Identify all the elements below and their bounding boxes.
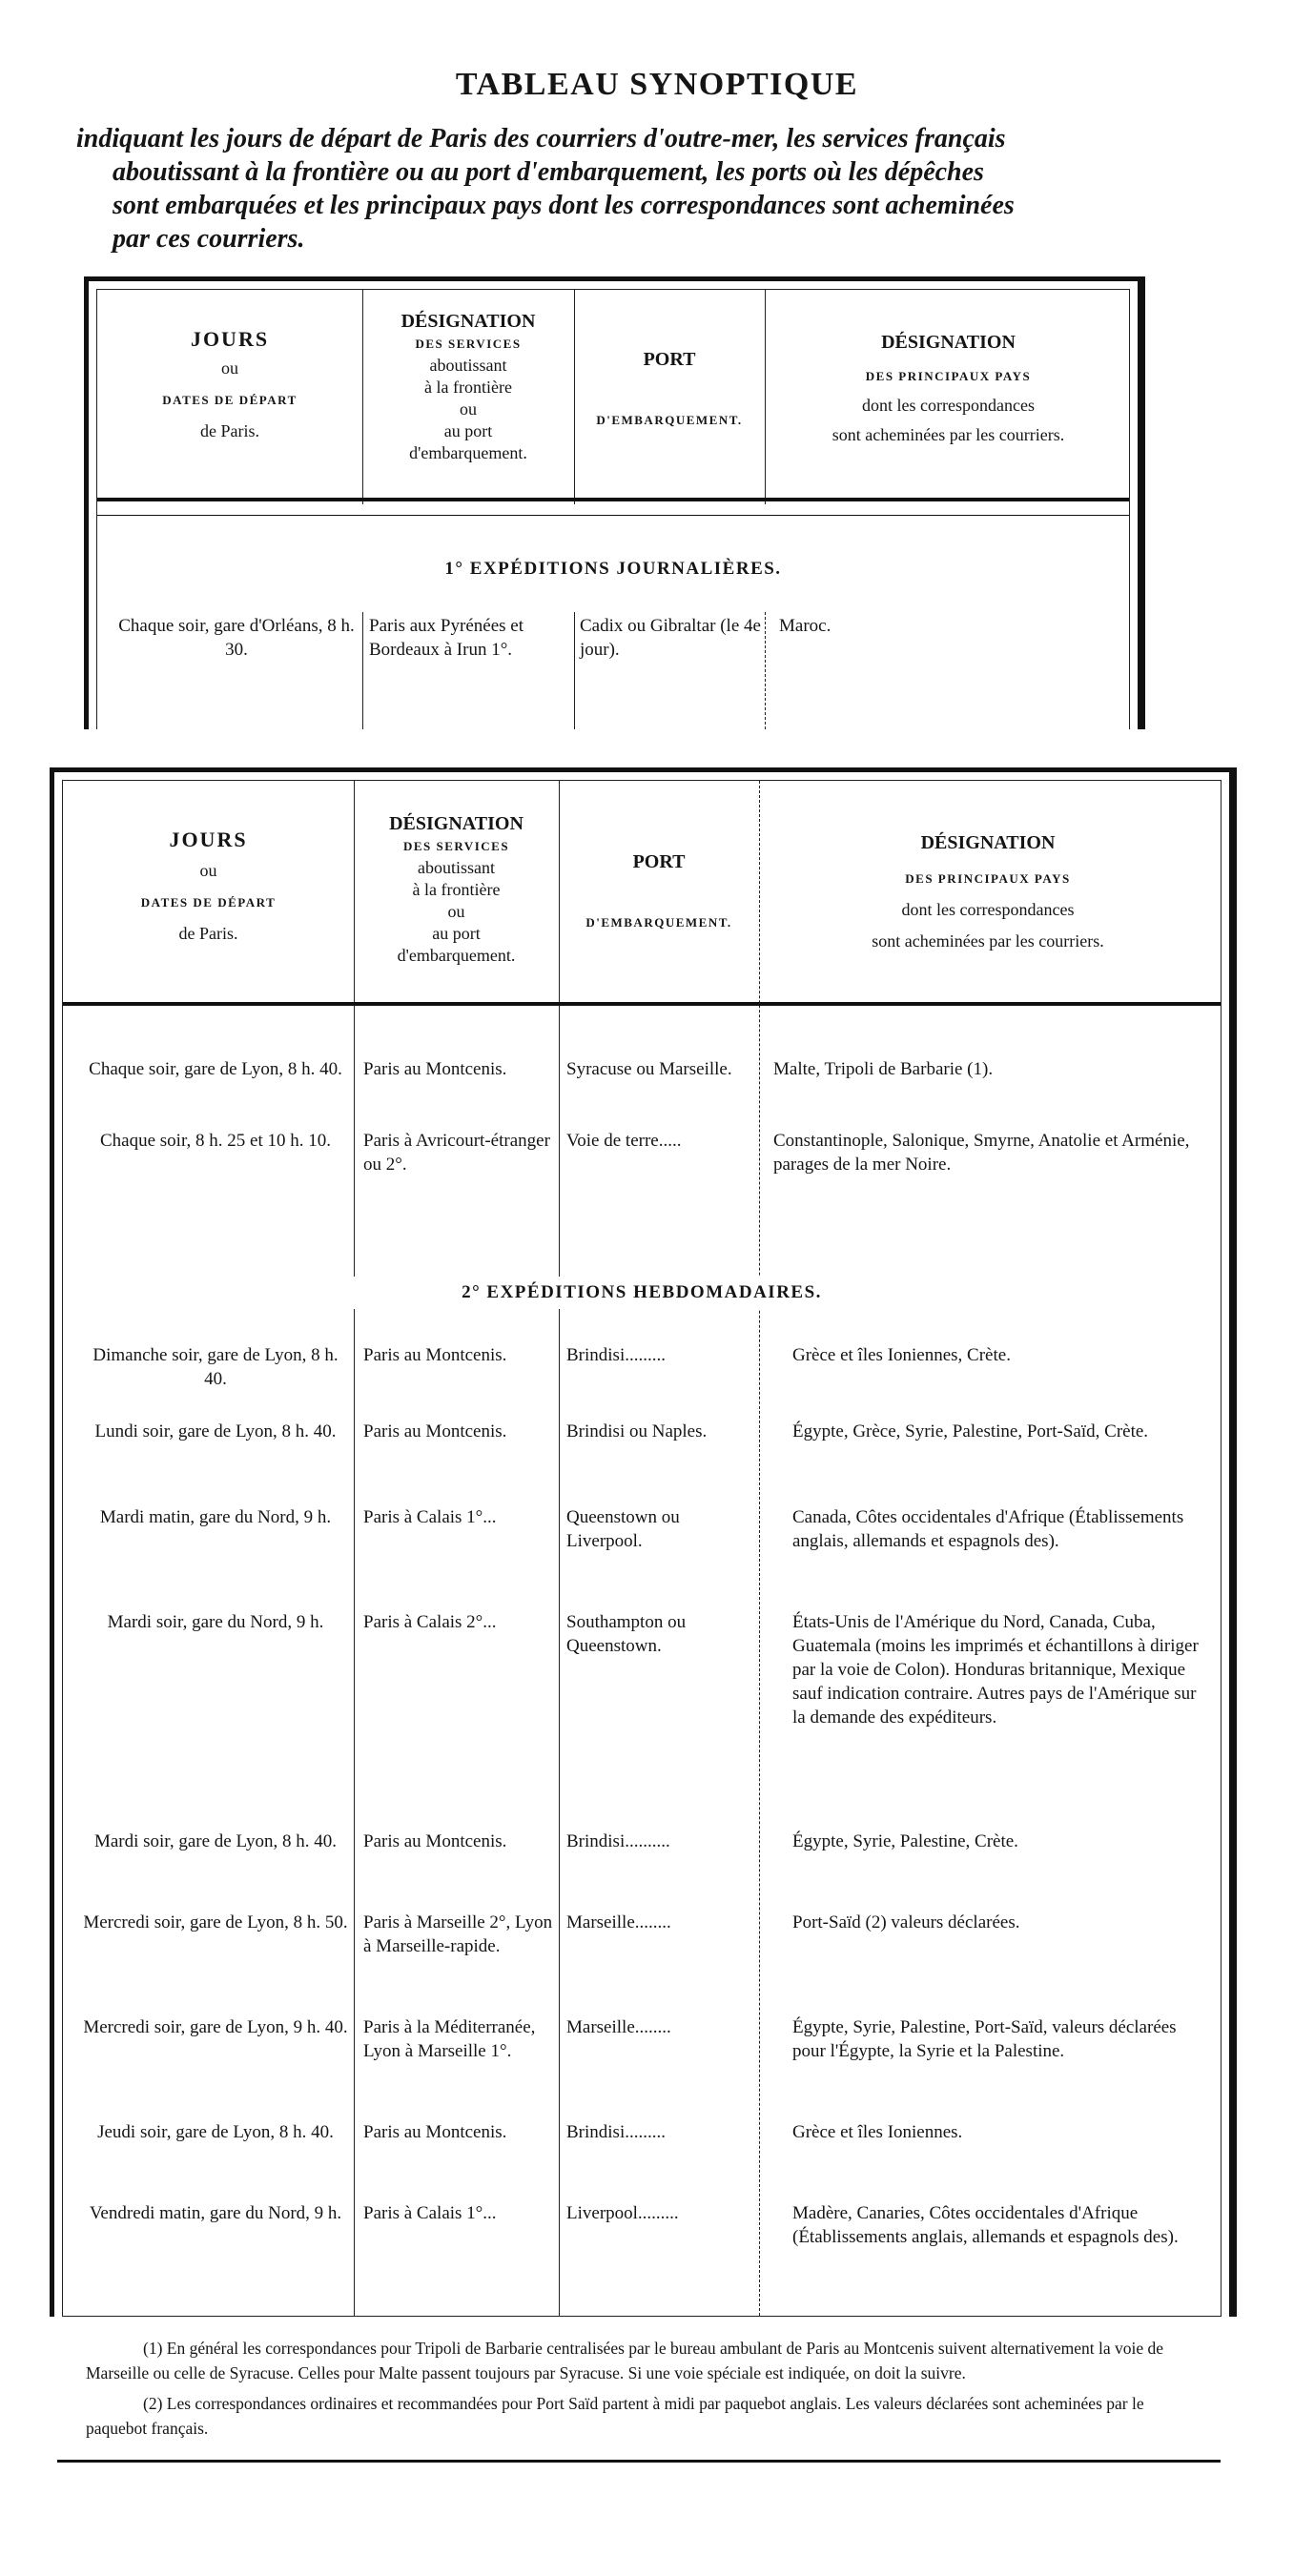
cell-services: Paris à Avricourt-étranger ou 2°. (363, 1131, 550, 1175)
cell-jours: Chaque soir, gare de Lyon, 8 h. 40. (89, 1059, 342, 1079)
header-jours: JOURS ou DATES DE DÉPART de Paris. (140, 828, 277, 943)
cell-jours: Chaque soir, gare d'Orléans, 8 h. 30. (118, 616, 355, 660)
cell-services: Paris au Montcenis. (363, 1421, 507, 1441)
cell-services: Paris à Marseille 2°, Lyon à Marseille-rapide. (363, 1912, 553, 1956)
cell-pays: Madère, Canaries, Côtes occidentales d'Afrique (Établissements anglais, allemands et espagnols des). (792, 2203, 1179, 2247)
cell-jours: Dimanche soir, gare de Lyon, 8 h. 40. (92, 1345, 339, 1389)
cell-services: Paris à la Méditerranée, Lyon à Marseille 1°. (363, 2017, 536, 2061)
footnote: (1) En général les correspondances pour Tripoli de Barbarie centralisées par le bureau ambulant de Paris au Montcenis suivent alternativement la voie de Marseille ou celle de Syracuse. Celles pour Malte passent toujours par Syracuse. Si une voie spéciale est indiquée, on doit la suivre. (86, 2339, 1164, 2382)
cell-port: Cadix ou Gibraltar (le 4e jour). (580, 616, 761, 660)
table-1 (84, 276, 1142, 729)
cell-jours: Chaque soir, 8 h. 25 et 10 h. 10. (100, 1131, 331, 1151)
subtitle (76, 122, 1154, 256)
cell-pays: Maroc. (779, 616, 832, 636)
cell-port: Voie de terre..... (566, 1131, 682, 1151)
cell-services: Paris à Calais 1°... (363, 2203, 497, 2223)
cell-port: Brindisi ou Naples. (566, 1421, 708, 1441)
cell-port: Brindisi......... (566, 1345, 666, 1365)
table-1-frame (96, 289, 1130, 729)
cell-port: Liverpool......... (566, 2203, 679, 2223)
bottom-rule (57, 2460, 1221, 2463)
cell-services: Paris à Calais 1°... (363, 1507, 497, 1527)
cell-pays: Égypte, Syrie, Palestine, Crète. (792, 1831, 1018, 1851)
cell-pays: Constantinople, Salonique, Smyrne, Anatolie et Arménie, parages de la mer Noire. (773, 1131, 1190, 1175)
cell-port: Brindisi.......... (566, 1831, 670, 1851)
subtitle-line: indiquant les jours de départ de Paris des courriers d'outre-mer, les services français (76, 124, 1006, 153)
table-2-frame (62, 780, 1222, 2317)
cell-services: Paris au Montcenis. (363, 1345, 507, 1365)
cell-jours: Lundi soir, gare de Lyon, 8 h. 40. (94, 1421, 337, 1441)
cell-services: Paris au Montcenis. (363, 1831, 507, 1851)
cell-port: Southampton ou Queenstown. (566, 1612, 687, 1656)
cell-pays: Grèce et îles Ioniennes. (792, 2122, 963, 2142)
cell-jours: Mercredi soir, gare de Lyon, 9 h. 40. (83, 2017, 348, 2037)
cell-pays: Égypte, Grèce, Syrie, Palestine, Port-Saïd, Crète. (792, 1421, 1149, 1441)
header-jours: JOURS ou DATES DE DÉPART de Paris. (162, 327, 298, 440)
header-services: DÉSIGNATION DES SERVICES aboutissant à la frontière ou au port d'embarquement. (389, 813, 524, 965)
subtitle-line: aboutissant à la frontière ou au port d'embarquement, les ports où les dépêches (113, 157, 984, 187)
cell-port: Syracuse ou Marseille. (566, 1059, 732, 1079)
cell-port: Queenstown ou Liverpool. (566, 1507, 680, 1551)
header-port: PORT D'EMBARQUEMENT. (596, 349, 743, 427)
cell-pays: Canada, Côtes occidentales d'Afrique (Établissements anglais, allemands et espagnols des). (792, 1507, 1184, 1551)
page-title: TABLEAU SYNOPTIQUE (455, 67, 859, 102)
subtitle-line: par ces courriers. (113, 224, 305, 254)
cell-port: Marseille........ (566, 2017, 671, 2037)
header-services: DÉSIGNATION DES SERVICES aboutissant à la frontière ou au port d'embarquement. (400, 311, 536, 462)
header-pays: DÉSIGNATION DES PRINCIPAUX PAYS dont les correspondances sont acheminées par les courriers. (832, 332, 1065, 444)
section-heading: 1° EXPÉDITIONS JOURNALIÈRES. (444, 559, 782, 579)
cell-jours: Jeudi soir, gare de Lyon, 8 h. 40. (97, 2122, 334, 2142)
cell-services: Paris aux Pyrénées et Bordeaux à Irun 1°. (369, 616, 524, 660)
cell-pays: Grèce et îles Ioniennes, Crète. (792, 1345, 1011, 1365)
cell-port: Brindisi......... (566, 2122, 666, 2142)
cell-services: Paris au Montcenis. (363, 1059, 507, 1079)
cell-services: Paris au Montcenis. (363, 2122, 507, 2142)
cell-jours: Mardi soir, gare de Lyon, 8 h. 40. (93, 1831, 338, 1851)
cell-jours: Mercredi soir, gare de Lyon, 8 h. 50. (83, 1912, 348, 1932)
cell-jours: Mardi soir, gare du Nord, 9 h. (107, 1612, 324, 1632)
section-heading: 2° EXPÉDITIONS HEBDOMADAIRES. (63, 1277, 1221, 1309)
footnote: (2) Les correspondances ordinaires et recommandées pour Port Saïd partent à midi par paquebot anglais. Les valeurs déclarées sont acheminées par le paquebot français. (86, 2394, 1144, 2438)
cell-jours: Mardi matin, gare du Nord, 9 h. (99, 1507, 332, 1527)
cell-pays: Port-Saïd (2) valeurs déclarées. (792, 1912, 1020, 1932)
cell-jours: Vendredi matin, gare du Nord, 9 h. (89, 2203, 342, 2223)
cell-pays: Égypte, Syrie, Palestine, Port-Saïd, valeurs déclarées pour l'Égypte, la Syrie et la Palestine. (792, 2017, 1177, 2061)
cell-pays: Malte, Tripoli de Barbarie (1). (773, 1059, 994, 1079)
header-pays: DÉSIGNATION DES PRINCIPAUX PAYS dont les correspondances sont acheminées par les courriers. (872, 832, 1104, 951)
cell-pays: États-Unis de l'Amérique du Nord, Canada, Cuba, Guatemala (moins les imprimés et échantillons à diriger par la voie de Colon). Honduras britannique, Mexique sauf indication contraire. Autres pays de l'Amérique sur la demande des expéditeurs. (792, 1612, 1199, 1728)
cell-services: Paris à Calais 2°... (363, 1612, 497, 1632)
subtitle-line: sont embarquées et les principaux pays dont les correspondances sont acheminées (113, 191, 1015, 220)
footnotes (86, 2336, 1182, 2446)
header-port: PORT D'EMBARQUEMENT. (585, 851, 732, 930)
cell-port: Marseille........ (566, 1912, 671, 1932)
table-2 (50, 767, 1234, 2317)
